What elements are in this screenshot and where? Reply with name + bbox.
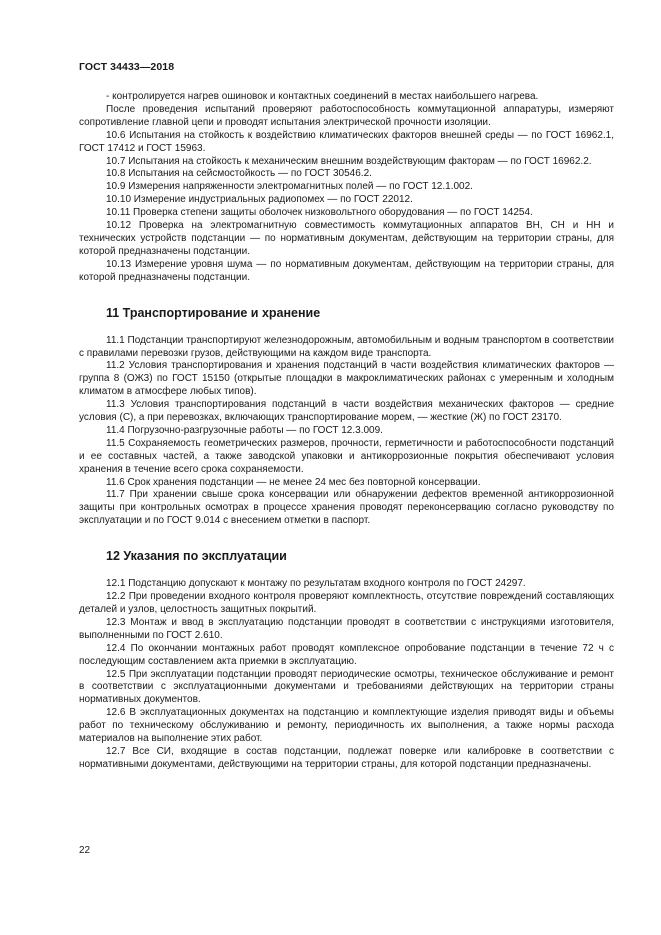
page-number: 22 <box>79 845 91 856</box>
paragraph: - контролируется нагрев ошиновок и контактных соединений в местах наибольшего нагрева. <box>106 91 539 102</box>
paragraph: 11.1 Подстанции транспортируют железнодорожным, автомобильным и водным транспортом в соответствии с правилами перевозки грузов, действующими на каждом виде транспорта. <box>79 334 614 359</box>
paragraph: 10.11 Проверка степени защиты оболочек низковольтного оборудования — по ГОСТ 14254. <box>106 207 533 219</box>
paragraph: 10.9 Измерения напряженности электромагнитных полей — по ГОСТ 12.1.002. <box>106 181 473 193</box>
paragraph: 10.8 Испытания на сейсмостойкость — по ГОСТ 30546.2. <box>106 168 372 180</box>
paragraph: 10.7 Испытания на стойкость к механическим внешним воздействующим факторам — по ГОСТ 16962.2. <box>106 155 592 167</box>
paragraph: 11.4 Погрузочно-разгрузочные работы — по ГОСТ 12.3.009. <box>106 424 383 436</box>
paragraph: После проведения испытаний проверяют работоспособность коммутационной аппаратуры, измеряют сопротивление главной цепи и проводят испытания электрической прочности изоляции. <box>79 103 614 128</box>
paragraph: 11.5 Сохраняемость геометрических размеров, прочности, герметичности и работоспособности подстанций и ее составных частей, а также заводской упаковки и антикоррозионные покрытия обеспечивают условия хранения в течение всего срока сохраняемости. <box>79 437 614 475</box>
paragraph: 12.6 В эксплуатационных документах на подстанцию и комплектующие изделия приводят виды и объемы работ по техническому обслуживанию и ремонту, периодичность их выполнения, а также нормы расхода материалов на выполнение этих работ. <box>79 707 614 745</box>
paragraph: 12.5 При эксплуатации подстанции проводят периодические осмотры, техническое обслуживание и ремонт в соответствии с эксплуатационными документами и требованиями действующих на территории страны нормативных документов. <box>79 668 614 706</box>
paragraph: 11.3 Условия транспортирования подстанций в части воздействия механических факторов — средние условия (С), а при перевозках, включающих транспортирование морем, — жесткие (Ж) по ГОСТ 23170. <box>79 399 614 424</box>
paragraph: 11.7 При хранении свыше срока консервации или обнаружении дефектов временной антикоррозионной защиты при контрольных осмотрах в процессе хранения проводят переконсервацию согласно руководству по эксплуатации и по ГОСТ 9.014 с внесением отметки в паспорт. <box>79 489 614 527</box>
paragraph: 11.2 Условия транспортирования и хранения подстанций в части воздействия климатических факторов — группа 8 (ОЖ3) по ГОСТ 15150 (открытые площадки в макроклиматических районах с умеренным и холодным климатом в атмосфере любых типов). <box>79 360 614 398</box>
paragraph: 11.6 Срок хранения подстанции — не менее 24 мес без повторной консервации. <box>106 476 481 488</box>
paragraph: 12.2 При проведении входного контроля проверяют комплектность, отсутствие повреждений составляющих деталей и узлов, целостность защитных покрытий. <box>79 591 614 615</box>
paragraph: 10.13 Измерение уровня шума — по нормативным документам, действующим на территории страны, для которой предназначены подстанции. <box>79 258 614 283</box>
document-body <box>79 91 614 772</box>
paragraph: 12.7 Все СИ, входящие в состав подстанции, подлежат поверке или калибровке в соответствии с нормативными документами, действующими на территории страны, для которой подстанции предназначены. <box>79 745 614 770</box>
section-title-transport: 11 Транспортирование и хранение <box>106 305 321 320</box>
paragraph: 10.12 Проверка на электромагнитную совместимость коммутационных аппаратов ВН, СН и НН и технических устройств подстанции — по нормативным документам, действующим на территории страны, для которой предназначены подстанции. <box>79 220 614 257</box>
paragraph: 10.10 Измерение индустриальных радиопомех — по ГОСТ 22012. <box>106 194 413 206</box>
section-title-operation: 12 Указания по эксплуатации <box>106 549 287 564</box>
paragraph: 10.6 Испытания на стойкость к воздействию климатических факторов внешней среды — по ГОСТ 16962.1, ГОСТ 17412 и ГОСТ 15963. <box>79 129 614 154</box>
paragraph: 12.3 Монтаж и ввод в эксплуатацию подстанции проводят в соответствии с инструкциями изготовителя, выполненными по ГОСТ 2.610. <box>79 616 614 641</box>
paragraph: 12.1 Подстанцию допускают к монтажу по результатам входного контроля по ГОСТ 24297. <box>106 578 526 590</box>
paragraph: 12.4 По окончании монтажных работ проводят комплексное опробование подстанции в течение 72 ч с последующим составлением акта приемки в эксплуатацию. <box>79 642 614 667</box>
document-header: ГОСТ 34433—2018 <box>79 61 175 73</box>
